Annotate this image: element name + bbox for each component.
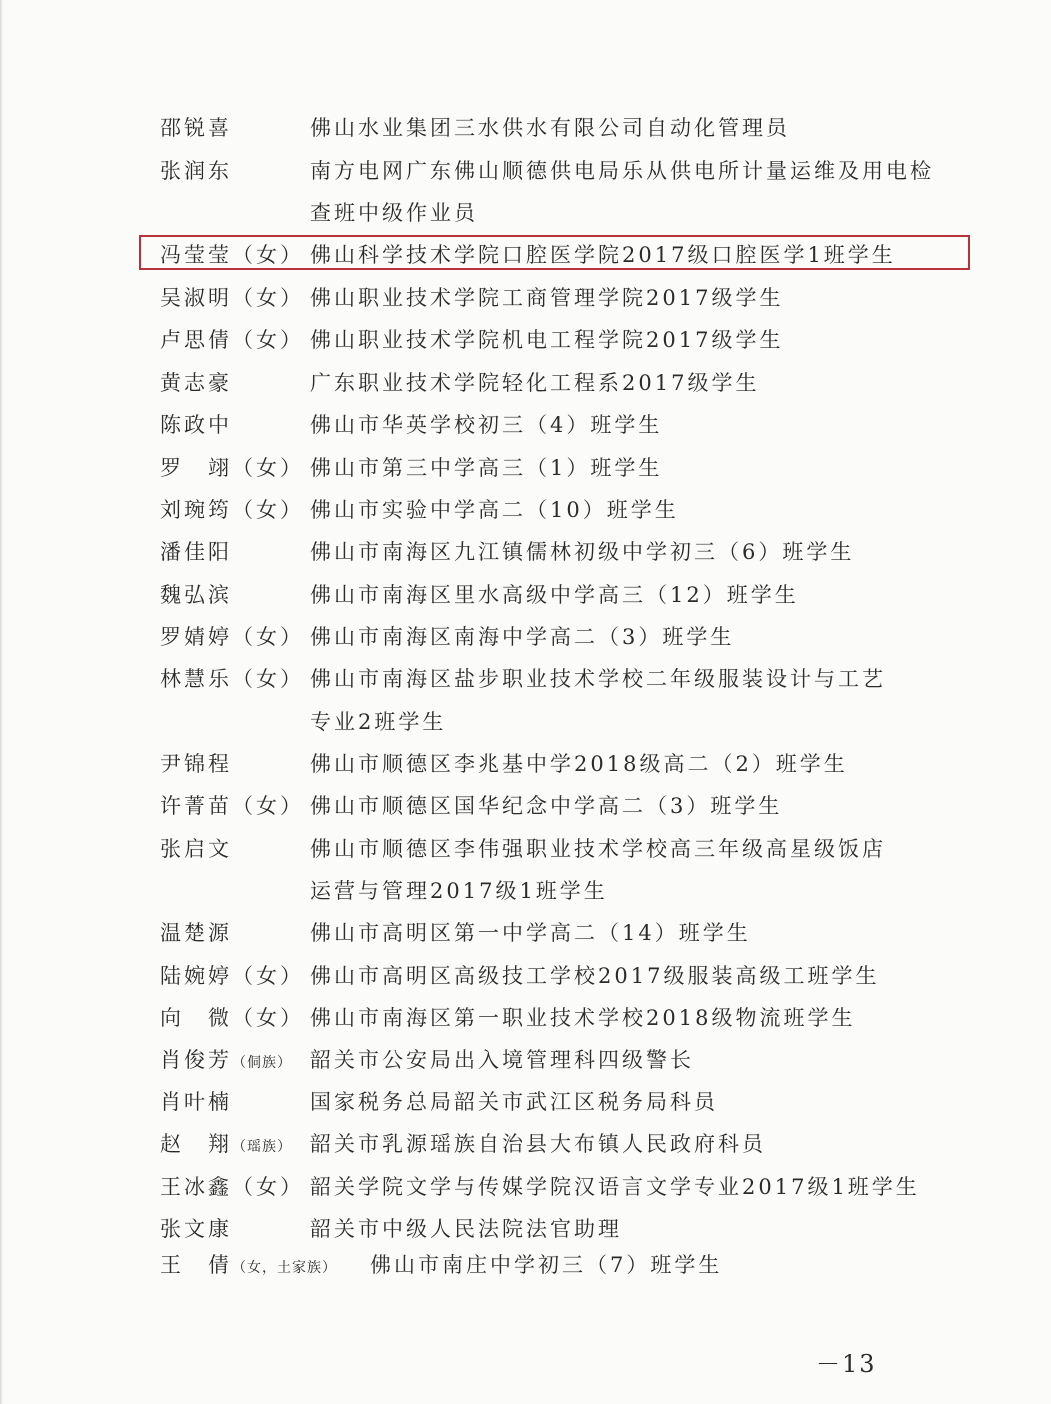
entry-description: 佛山市南海区第一职业技术学校2018级物流班学生 (310, 1006, 856, 1030)
list-item (160, 829, 960, 869)
entry-description: 佛山市南海区里水高级中学高三（12）班学生 (310, 583, 799, 607)
entry-name: 赵 翔（瑶族） (160, 1132, 292, 1156)
entry-name: 陈政中 (160, 413, 232, 437)
entry-name: 王 倩（女，土家族） (160, 1253, 337, 1277)
entry-description: 佛山市第三中学高三（1）班学生 (310, 456, 663, 480)
entry-description: 广东职业技术学院轻化工程系2017级学生 (310, 371, 760, 395)
entry-description: 佛山市顺德区李伟强职业技术学校高三年级高星级饭店 (310, 837, 886, 861)
entry-description: 南方电网广东佛山顺德供电局乐从供电所计量运维及用电检 (310, 159, 934, 183)
entry-description: 佛山科学技术学院口腔医学院2017级口腔医学1班学生 (310, 243, 896, 267)
entry-name: 许菁苗（女） (160, 794, 304, 818)
entry-description: 佛山市南海区九江镇儒林初级中学初三（6）班学生 (310, 540, 855, 564)
entry-name: 向 微（女） (160, 1006, 304, 1030)
entry-name: 冯莹莹（女） (160, 243, 304, 267)
list-item (160, 913, 960, 953)
entry-description: 佛山市高明区第一中学高二（14）班学生 (310, 921, 751, 945)
entry-name: 王冰鑫（女） (160, 1175, 304, 1199)
entry-description: 国家税务总局韶关市武江区税务局科员 (310, 1090, 718, 1114)
entry-name: 卢思倩（女） (160, 328, 304, 352)
entry-ethnicity-note: （侗族） (232, 1055, 292, 1071)
entry-description: 韶关市中级人民法院法官助理 (310, 1217, 622, 1241)
entry-description: 佛山市顺德区国华纪念中学高二（3）班学生 (310, 794, 783, 818)
entry-description: 佛山市实验中学高二（10）班学生 (310, 498, 679, 522)
list-item (160, 956, 960, 996)
entry-name: 张润东 (160, 159, 232, 183)
list-item (160, 1124, 960, 1164)
list-item (160, 278, 960, 318)
entry-name: 罗婧婷（女） (160, 625, 304, 649)
entry-name: 温楚源 (160, 921, 232, 945)
entry-description: 佛山职业技术学院工商管理学院2017级学生 (310, 286, 784, 310)
list-item (160, 532, 960, 572)
list-item (160, 1167, 960, 1207)
page-number: －13 (816, 1350, 877, 1378)
list-item (160, 998, 960, 1038)
entry-name: 吴淑明（女） (160, 286, 304, 310)
entry-name: 肖叶楠 (160, 1090, 232, 1114)
entry-description-continued: 专业2班学生 (310, 710, 447, 734)
list-item (160, 490, 960, 530)
entry-name: 刘琬筠（女） (160, 498, 304, 522)
list-item (160, 617, 960, 657)
entry-description: 佛山市南海区盐步职业技术学校二年级服装设计与工艺 (310, 667, 886, 691)
list-item (160, 448, 960, 488)
entry-name: 潘佳阳 (160, 540, 232, 564)
entry-description: 佛山市高明区高级技工学校2017级服装高级工班学生 (310, 964, 880, 988)
list-item (160, 151, 960, 191)
entry-description: 佛山市南庄中学初三（7）班学生 (370, 1253, 723, 1277)
entry-description: 佛山水业集团三水供水有限公司自动化管理员 (310, 116, 790, 140)
entry-name: 陆婉婷（女） (160, 964, 304, 988)
entry-description: 佛山市华英学校初三（4）班学生 (310, 413, 663, 437)
entry-name: 邵锐喜 (160, 116, 232, 140)
entry-name: 尹锦程 (160, 752, 232, 776)
entry-name: 张文康 (160, 1217, 232, 1241)
entry-description: 佛山职业技术学院机电工程学院2017级学生 (310, 328, 784, 352)
entry-ethnicity-note: （女，土家族） (232, 1260, 337, 1276)
entry-description-continued: 查班中级作业员 (310, 201, 478, 225)
highlight-box (139, 235, 970, 270)
entry-name: 肖俊芳（侗族） (160, 1048, 292, 1072)
list-item (160, 659, 960, 699)
entry-description: 韶关学院文学与传媒学院汉语言文学专业2017级1班学生 (310, 1175, 920, 1199)
list-item (160, 744, 960, 784)
entry-ethnicity-note: （瑶族） (232, 1139, 292, 1155)
list-item (160, 575, 960, 615)
list-item (160, 405, 960, 445)
entry-name: 魏弘滨 (160, 583, 232, 607)
entry-description-continued: 运营与管理2017级1班学生 (310, 879, 608, 903)
list-item (160, 786, 960, 826)
entry-description: 佛山市南海区南海中学高二（3）班学生 (310, 625, 735, 649)
entry-name: 罗 翊（女） (160, 456, 304, 480)
list-item (160, 1040, 960, 1080)
entry-name: 张启文 (160, 837, 232, 861)
list-item (160, 1245, 960, 1285)
list-item (160, 108, 960, 148)
entry-description: 韶关市公安局出入境管理科四级警长 (310, 1048, 694, 1072)
list-item (160, 320, 960, 360)
list-item (160, 363, 960, 403)
entry-description: 韶关市乳源瑶族自治县大布镇人民政府科员 (310, 1132, 766, 1156)
list-item (160, 1209, 960, 1249)
list-item (160, 1082, 960, 1122)
page-edge-shadow (0, 0, 3, 1404)
entry-name: 黄志豪 (160, 371, 232, 395)
entry-description: 佛山市顺德区李兆基中学2018级高二（2）班学生 (310, 752, 848, 776)
entry-name: 林慧乐（女） (160, 667, 304, 691)
